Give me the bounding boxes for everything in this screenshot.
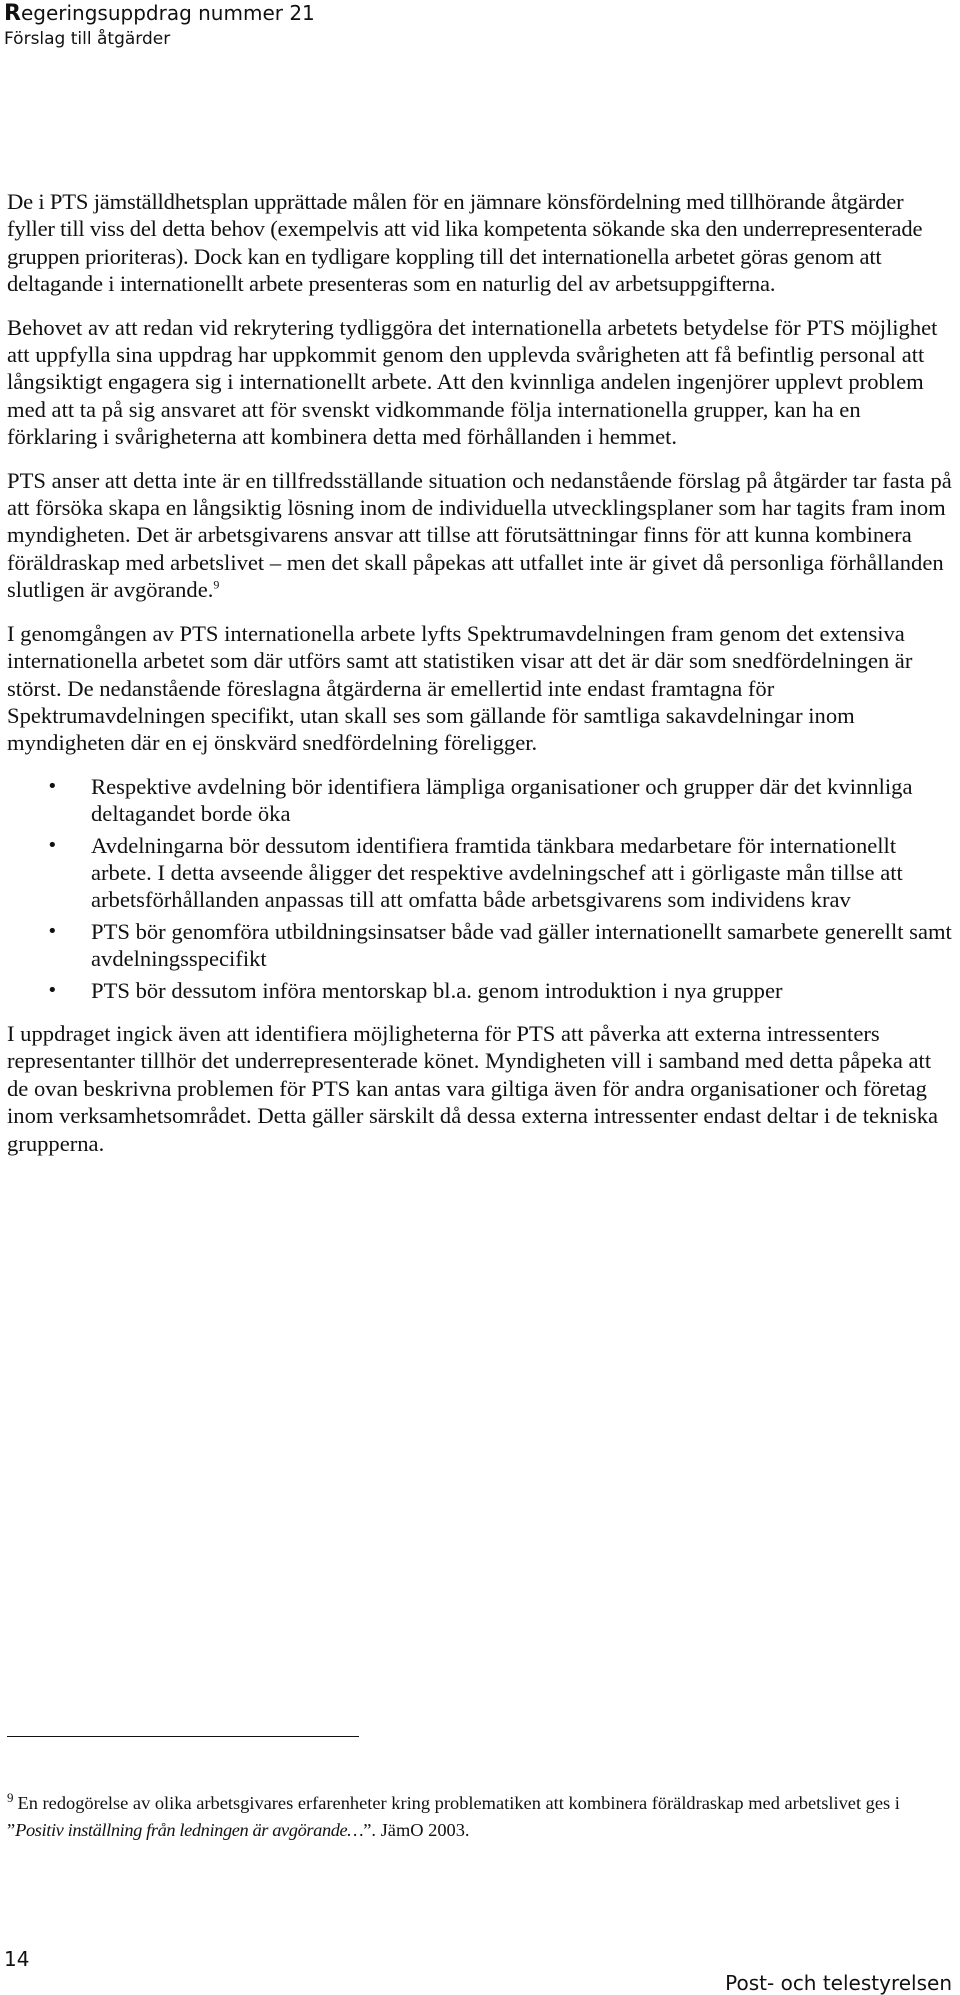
list-item (7, 977, 952, 1004)
footnote-text-before: En redogörelse av olika arbetsgivares erfarenheter kring problematiken att kombinera föräldraskap med arbetslivet ges i ” (7, 1793, 900, 1841)
list-item (7, 918, 952, 973)
bullet-icon: • (47, 979, 58, 1001)
report-title-rest: egeringsuppdrag nummer 21 (20, 1, 315, 25)
paragraph-5: I uppdraget ingick även att identifiera möjligheterna för PTS att påverka att externa intressenters representanter tillhör det underrepresenterade könet. Myndigheten vill i samband med detta påpeka att de ovan beskrivna problemen för PTS kan antas vara giltiga även för andra organisationer och företag inom verksamhetsområdet. Detta gäller särskilt då dessa externa intressenter endast deltar i de tekniska grupperna. (7, 1020, 939, 1156)
page-number: 14 (4, 1947, 30, 1971)
running-header (4, 0, 944, 51)
list-item-text: Respektive avdelning bör identifiera lämpliga organisationer och grupper där det kvinnliga deltagandet borde öka (91, 773, 913, 827)
report-title-initial: R (4, 1, 21, 26)
paragraph-3-text: PTS anser att detta inte är en tillfredsställande situation och nedanstående förslag på åtgärder tar fasta på att försöka skapa en långsiktig lösning inom de individuella utvecklingsplaner som har tagits fram inom myndigheten. Det är arbetsgivarens ansvar att tillse att förutsättningar finns för att kunna kombinera föräldraskap med arbetslivet – men det skall påpekas att utfallet inte är givet då personliga förhållanden slutligen är avgörande. (7, 467, 952, 603)
footnote (7, 1784, 952, 1844)
report-title (4, 0, 944, 27)
proposal-list (7, 773, 952, 1004)
footnote-reference[interactable]: 9 (213, 577, 220, 592)
list-item-text: Avdelningarna bör dessutom identifiera framtida tänkbara medarbetare för internationellt arbete. I detta avseende åligger det respektive avdelningschef att i görligaste mån tillse att arbetsförhållanden anpassas till att omfatta både arbetsgivarens som individens krav (91, 832, 903, 913)
list-item-text: PTS bör genomföra utbildningsinsatser både vad gäller internationellt samarbete generellt samt avdelningsspecifikt (91, 918, 952, 972)
paragraph-2: Behovet av att redan vid rekrytering tydliggöra det internationella arbetets betydelse för PTS möjlighet att uppfylla sina uppdrag har uppkommit genom den upplevda svårigheten att få befintlig personal att långsiktigt engagera sig i internationellt arbete. Att den kvinnliga andelen ingenjörer upplevt problem med att ta på sig ansvaret att för svenskt vidkommande följa internationella grupper, kan ha en förklaring i svårigheterna att kombinera detta med förhållanden i hemmet. (7, 314, 938, 450)
paragraph-1: De i PTS jämställdhetsplan upprättade målen för en jämnare könsfördelning med tillhörande åtgärder fyller till viss del detta behov (exempelvis att vid lika kompetenta sökande ska den underrepresenterade gruppen prioriteras). Dock kan en tydligare koppling till det internationella arbetet göras genom att deltagande i internationellt arbete presenteras som en naturlig del av arbetsuppgifterna. (7, 189, 923, 297)
publisher-name: Post- och telestyrelsen (725, 1971, 952, 1995)
bullet-icon: • (47, 920, 58, 942)
footnote-cited-title: Positiv inställning från ledningen är avgörande… (15, 1820, 364, 1841)
footnote-divider (7, 1736, 359, 1737)
bullet-icon: • (47, 775, 58, 797)
bullet-icon: • (47, 834, 58, 856)
footnote-text-after: ”. JämO 2003. (363, 1820, 470, 1841)
paragraph-3 (7, 467, 952, 604)
list-item-text: PTS bör dessutom införa mentorskap bl.a. genom introduktion i nya grupper (91, 977, 783, 1003)
paragraph-4: I genomgången av PTS internationella arbete lyfts Spektrumavdelningen fram genom det extensiva internationella arbetet som där utförs samt att statistiken visar att det är där som snedfördelningen är störst. De nedanstående föreslagna åtgärderna är emellertid inte endast framtagna för Spektrumavdelningen specifikt, utan skall ses som gällande för samtliga sakavdelningar inom myndigheten där en ej önskvärd snedfördelning föreligger. (7, 620, 913, 756)
section-title: Förslag till åtgärder (4, 29, 171, 49)
list-item (7, 832, 952, 914)
document-body (7, 188, 952, 1173)
footnote-number: 9 (7, 1790, 14, 1805)
list-item (7, 773, 952, 828)
